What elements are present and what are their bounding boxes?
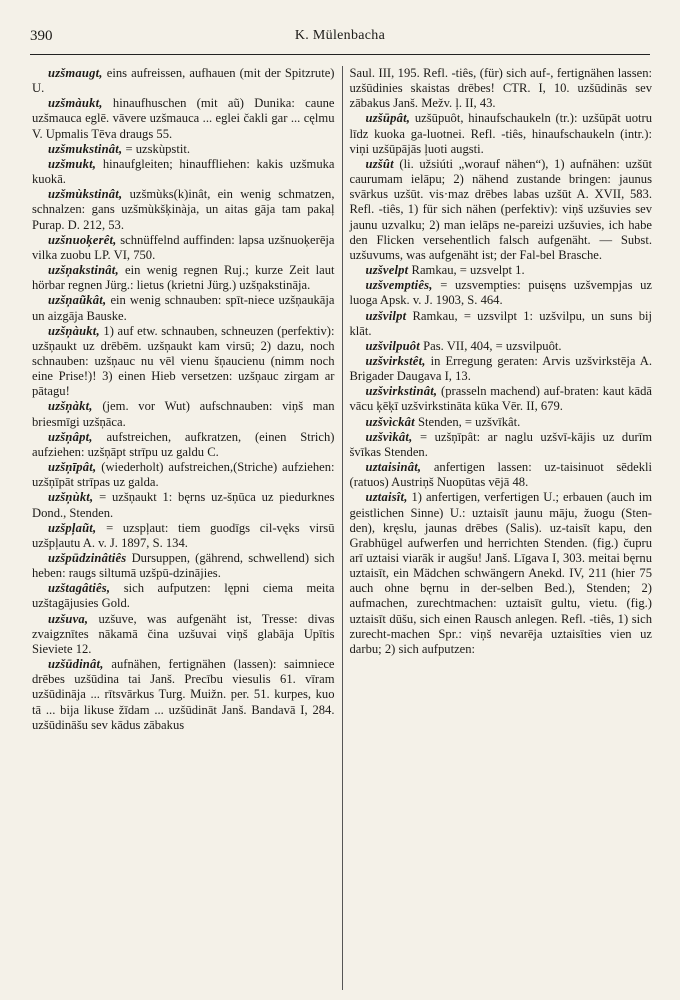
dictionary-entry xyxy=(350,111,653,156)
entry-text: Ramkau, = uzsvelpt 1. xyxy=(408,263,525,278)
entry-headword: uzšūpât, xyxy=(365,111,411,126)
entry-headword: uzšvilpuôt xyxy=(365,338,420,353)
dictionary-entry xyxy=(32,612,335,657)
header-rule xyxy=(30,54,650,55)
dictionary-entry xyxy=(350,339,653,354)
entry-headword: uzšvirkstinât, xyxy=(365,384,438,399)
entry-headword: uzšuva, xyxy=(48,611,89,626)
entry-headword: uzšpūdzinâtiês xyxy=(48,551,127,565)
dictionary-entry xyxy=(350,157,653,263)
entry-text: uzšūpuôt, hinaufschaukeln (tr.): uzšūpāt uotru līdz kuoka ga-luotnei. Refl. -tiês, hinaufschaukeln (intr.): viņi uzšūpājās ļuoti augsti. xyxy=(349,111,652,156)
entry-text: aufnähen, fertignähen (lassen): saimniece drēbes uzšūdina tai Janš. Precību viesulis 61. vīram uzšūdināja ... rītsvārkus Turg. Muižn. per. 51. kurpes, kuo tā ... bija likuse žīdam ... uzšūdināt Janš. Bandavā I, 284. uzšūdināšu sev kādus zābakus xyxy=(32,657,335,732)
entry-text: = uzspļaut: tiem guodīgs cil-vęks virsū uzšpļautu A. v. J. 1897, S. 134. xyxy=(32,520,335,550)
entry-headword: uzšņùkt, xyxy=(48,490,94,505)
dictionary-entry xyxy=(350,384,653,414)
dictionary-entry xyxy=(32,293,335,323)
entry-text: ein wenig regnen Ruj.; kurze Zeit laut hörbar regnen Jürg.: lietus (krietni Jürg.) uzšņakstināja. xyxy=(32,263,335,293)
entry-headword: uzšņàkt, xyxy=(48,399,93,414)
entry-headword: uzšūdinât, xyxy=(48,657,104,672)
entry-text: Stenden, = uzšvīkât. xyxy=(414,414,521,429)
entry-headword: uzšvilpt xyxy=(365,308,407,323)
entry-text: 1) auf etw. schnauben, schneuzen (perfektiv): uzšņaukt uz drēbēm. uzšņaukt kam virsū; 2) dazu, noch schnauben: uzšņauc nu vēl vienu šņaucienu (nimm noch eine Prise!)! 3) einen Hieb versetzen: uzšņauc zirgam ar pātagu! xyxy=(32,323,335,399)
dictionary-entry xyxy=(350,415,653,430)
page-header xyxy=(30,28,650,52)
entry-headword: uzšvemptiês, xyxy=(365,278,433,293)
entry-text: anfertigen lassen: uz-taisinuot sēdekli (ratuos) Austriņš Nuopūtas vējā 48. xyxy=(349,460,652,490)
entry-headword: uzšvìckât xyxy=(365,414,415,429)
entry-text: eins aufreissen, aufhauen (mit der Spitzrute) U. xyxy=(32,66,335,96)
dictionary-entry xyxy=(350,354,653,384)
entry-headword: uzšnuoķerêt, xyxy=(48,232,117,247)
dictionary-entry xyxy=(32,187,335,232)
entry-text: Saul. III, 195. Refl. -tiês, (für) sich auf-, fertignähen lassen: uzšūdinies skaistas drēbes! CTR. I, 10. uzšūdinās sev zābakus Janš. Mežv. ļ. II, 43. xyxy=(349,66,652,111)
entry-headword: uzšņakstinât, xyxy=(48,263,119,278)
dictionary-entry xyxy=(350,66,653,111)
entry-headword: uzštagâtiês, xyxy=(48,581,111,596)
dictionary-entry xyxy=(350,309,653,339)
dictionary-entry xyxy=(350,460,653,490)
entry-headword: uzšvìkât, xyxy=(365,429,413,444)
dictionary-entry xyxy=(32,657,335,733)
entry-headword: uzšņīpât, xyxy=(48,460,97,475)
dictionary-entry xyxy=(32,490,335,520)
entry-text: = uzšņaukt 1: bęrns uz-šņūca uz piedurknes Dond., Stenden. xyxy=(32,490,335,520)
entry-headword: uzšût xyxy=(365,156,394,171)
dictionary-entry xyxy=(32,96,335,141)
entry-text: in Erregung geraten: Arvis uzšvirkstēja A. Brigader Daugava I, 13. xyxy=(349,353,652,384)
entry-headword: uzšmukstinât, xyxy=(48,141,123,156)
entry-headword: uzšmukt, xyxy=(48,156,97,171)
entry-text: aufstreichen, aufkratzen, (einen Strich) aufziehen: uzšņāpt strīpu uz galdu C. xyxy=(32,429,335,459)
entry-headword: uztaisinât, xyxy=(365,460,422,475)
entry-text: = uzsvempties: puisęns uzšvempjas uz luoga Apsk. v. J. 1903, S. 464. xyxy=(349,278,652,308)
dictionary-entry xyxy=(350,278,653,308)
entry-headword: uzšmùkstinât, xyxy=(48,187,123,202)
entry-headword: uzšvirkstêt, xyxy=(365,353,426,368)
dictionary-entry xyxy=(32,430,335,460)
entry-text: = uzšņīpât: ar naglu uzšvī-kājis uz durīm švīkas Stenden. xyxy=(349,429,652,459)
entry-headword: uzšņàukt, xyxy=(48,323,100,338)
entry-text: (prasseln machend) auf-braten: kaut kādā vācu ķēķī uzšvirkstināta kūka Vēr. II, 679. xyxy=(349,384,652,414)
entry-text: = uzskùpstit. xyxy=(122,141,190,156)
dictionary-entry xyxy=(32,460,335,490)
entry-text: uzšuve, was aufgenäht ist, Tresse: divas zvaigznītes nākamā čina uzšuvai viņš glabāja Upītis Sieviete 12. xyxy=(32,611,335,656)
dictionary-entry xyxy=(350,430,653,460)
dictionary-entry xyxy=(32,581,335,611)
entry-text: (li. užsiúti „worauf nähen“), 1) aufnähen: uzšūt caurumam ielāpu; 2) nähend zustande bringen: jaunus svārkus uzšūt. vis·maz drēbes labas uzšūt A. XVII, 583. Refl. -tiês, 1) für sich nähen (perfektiv): viņš uzšuvies sev jaunu uzvalku; 2) man ielāps ne-pareizi uzšuvies, ich habe den Flicken versehentlich falsch aufgenäht. — Subst. uzšuvums, was aufgenäht ist; der Fal-bel Brasche. xyxy=(349,156,652,262)
entry-headword: uztaisît, xyxy=(365,490,408,505)
text-columns xyxy=(32,66,652,990)
entry-text: ein wenig schnauben: spīt-niece uzšņaukāja un aizgāja Bauske. xyxy=(32,293,335,323)
dictionary-entry xyxy=(32,521,335,551)
entry-headword: uzšvelpt xyxy=(365,263,409,278)
entry-headword: uzšpļaũt, xyxy=(48,520,97,535)
dictionary-entry xyxy=(32,399,335,429)
entry-text: (jem. vor Wut) aufschnauben: viņš man briesmīgi uzšņāca. xyxy=(32,399,335,429)
left-column xyxy=(32,66,342,990)
entry-text: Pas. VII, 404, = uzsvilpuôt. xyxy=(420,338,562,353)
right-column xyxy=(342,66,653,990)
entry-text: 1) anfertigen, verfertigen U.; erbauen (auch im geistlichen Sinne) U.: uztaisīt jaunu māju, žuogu (Sten-den), kręslu, jaunas drēbes (Salis). uz-taisīt kapu, den Grabhügel aufwerfen und herrichten Stenden. (fig.) čupru arī uztaisi viarāk ir augšu! Janš. Līgava I, 303. meitai bęrnu uztaisīt, ein Mädchen schwängern Anekd. IV, 211 (hier 75 auch ohne bęrnu in der-selben Bed.), Stenden; 2) aufmachen, zurechtmachen: uztaisīt gultu, vietu. (fig.) uztaisīt dūšu, sich einen Rausch anlegen. Refl. -tiês, 1) sich zurecht-machen Spr.: viņš nevarēja uztaisīties vien uz darbu; 2) sich aufputzen: xyxy=(349,490,652,656)
entry-headword: uzšņaũkât, xyxy=(48,293,107,308)
entry-text: (wiederholt) aufstreichen,(Striche) aufziehen: uzšņīpāt strīpas uz galda. xyxy=(32,460,335,490)
entry-text: hinaufhuschen (mit aũ) Dunika: caune uzšmauca eglē. vāvere uzšmauca ... eglei čakli gar ... cęlmu V. Upmalis Tēva draugs 55. xyxy=(32,96,335,141)
dictionary-entry xyxy=(32,233,335,263)
entry-text: Dursuppen, (gährend, schwellend) sich heben: raugs siltumā uzšpū-dzinājies. xyxy=(32,551,335,581)
entry-headword: uzšmaugt, xyxy=(48,66,103,80)
dictionary-entry xyxy=(32,263,335,293)
dictionary-entry xyxy=(32,157,335,187)
entry-text: Ramkau, = uzsvilpt 1: uzšvilpu, un suns bij klāt. xyxy=(349,308,652,338)
entry-text: uzšmùks(k)inât, ein wenig schmatzen, schnalzen: gans uzšmùkšķinàja, un aitas gāja tam pakaļ Purap. D. 212, 53. xyxy=(32,187,335,232)
dictionary-entry xyxy=(350,490,653,657)
running-head: K. Mülenbacha xyxy=(294,28,386,43)
entry-text: schnüffelnd auffinden: lapsa uzšnuoķerēja vilka zuobu LP. VI, 750. xyxy=(32,232,335,262)
entry-text: sich aufputzen: lępni ciema meita uzštagājusies Gold. xyxy=(32,581,335,611)
entry-headword: uzšņâpt, xyxy=(48,429,93,444)
entry-text: hinaufgleiten; hinauffliehen: kakis uzšmuka kuokā. xyxy=(32,156,335,187)
entry-headword: uzšmàukt, xyxy=(48,96,103,111)
page-number: 390 xyxy=(30,28,53,44)
dictionary-entry xyxy=(32,551,335,581)
dictionary-entry xyxy=(32,66,335,96)
dictionary-entry xyxy=(350,263,653,278)
dictionary-entry xyxy=(32,142,335,157)
dictionary-entry xyxy=(32,324,335,400)
